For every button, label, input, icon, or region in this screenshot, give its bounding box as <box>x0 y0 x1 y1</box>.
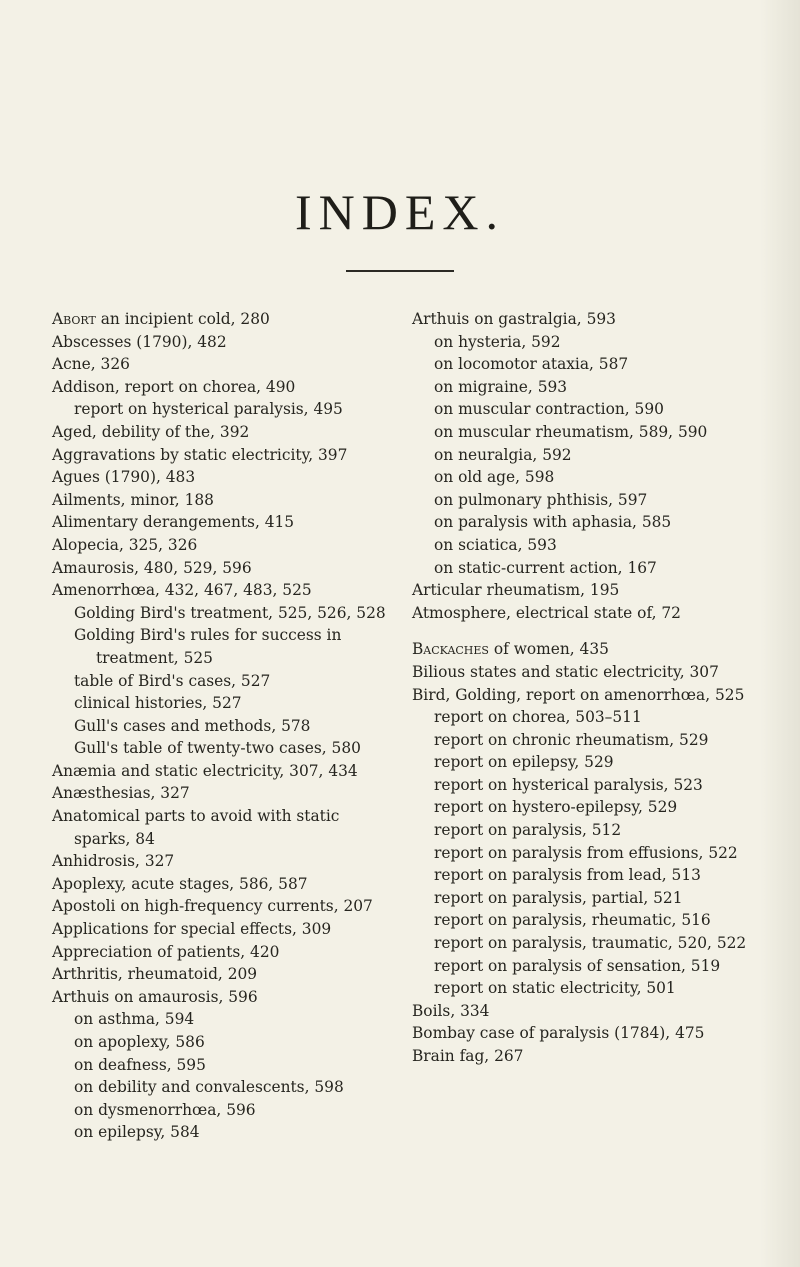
index-entry-text: on paralysis with aphasia, 585 <box>434 513 672 532</box>
index-entry-text: report on paralysis, 512 <box>434 821 622 840</box>
index-entry <box>412 308 752 331</box>
index-entry-text: Addison, report on chorea, 490 <box>52 377 296 396</box>
index-entry-text: Abscesses (1790), 482 <box>52 332 227 351</box>
index-entry-text: Golding Bird's treatment, 525, 526, 528 <box>74 603 386 622</box>
index-entry <box>52 579 392 602</box>
index-entry-text: Brain fag, 267 <box>412 1047 524 1065</box>
index-entry <box>52 963 392 986</box>
index-entry <box>412 1022 752 1045</box>
index-entry-text: on neuralgia, 592 <box>434 445 572 464</box>
index-entry-text: Acne, 326 <box>52 355 130 374</box>
index-entry <box>412 796 752 819</box>
index-entry-text: report on paralysis, rheumatic, 516 <box>434 911 711 930</box>
index-entry-text: Arthuis on amaurosis, 596 <box>52 987 258 1006</box>
index-entry <box>412 602 752 625</box>
index-entry-text: report on paralysis from effusions, 522 <box>434 843 738 862</box>
index-entry-text: clinical histories, 527 <box>74 694 242 713</box>
index-entry-text: report on static electricity, 501 <box>434 979 676 998</box>
index-entry <box>52 715 392 738</box>
index-entry <box>412 684 752 707</box>
index-entry-text: Alimentary derangements, 415 <box>52 513 295 532</box>
index-entry <box>52 534 392 557</box>
index-entry <box>412 557 752 580</box>
index-entry-text: Anæmia and static electricity, 307, 434 <box>52 761 358 780</box>
index-entry-text: Golding Bird's rules for success in treatment, 525 <box>74 626 342 667</box>
index-entry <box>412 932 752 955</box>
index-entry-text: Boils, 334 <box>412 1001 490 1020</box>
index-entry-text: on dysmenorrhœa, 596 <box>74 1100 256 1119</box>
index-entry <box>52 1076 392 1099</box>
index-entry-text: of women, 435 <box>488 640 609 659</box>
index-entry-text: Anæsthesias, 327 <box>52 784 190 803</box>
index-entry <box>412 1000 752 1023</box>
index-entry <box>412 729 752 752</box>
index-entry-text: Amenorrhœa, 432, 467, 483, 525 <box>52 581 312 600</box>
index-entry-text: on muscular rheumatism, 589, 590 <box>434 422 708 441</box>
index-entry <box>52 489 392 512</box>
index-entry <box>52 1121 392 1144</box>
index-entry-text: Articular rheumatism, 195 <box>412 581 620 600</box>
index-entry <box>52 760 392 783</box>
index-entry <box>52 398 392 421</box>
index-entry-text: on muscular contraction, 590 <box>434 400 664 419</box>
index-entry <box>412 444 752 467</box>
page-title: INDEX. <box>294 184 506 240</box>
index-entry <box>52 376 392 399</box>
index-entry <box>52 511 392 534</box>
index-column-left <box>52 308 392 1144</box>
index-entry <box>412 489 752 512</box>
index-entry <box>52 444 392 467</box>
index-entry <box>412 331 752 354</box>
index-entry-text: report on paralysis from lead, 513 <box>434 866 701 885</box>
index-entry <box>412 661 752 684</box>
index-entry-text: report on chronic rheumatism, 529 <box>434 730 709 749</box>
index-entry <box>52 986 392 1009</box>
index-entry <box>52 602 392 625</box>
index-entry <box>52 421 392 444</box>
index-entry <box>52 624 392 669</box>
index-entry <box>412 706 752 729</box>
index-entry-text: on epilepsy, 584 <box>74 1123 200 1142</box>
index-entry <box>412 638 752 661</box>
index-entry-text: Applications for special effects, 309 <box>52 920 332 939</box>
index-entry-text: report on hystero-epilepsy, 529 <box>434 798 678 817</box>
index-entry <box>412 977 752 1000</box>
index-entry-text: Aggravations by static electricity, 397 <box>52 445 348 464</box>
index-entry-text: on migraine, 593 <box>434 377 568 396</box>
index-entry <box>412 909 752 932</box>
index-entry <box>52 1054 392 1077</box>
index-entry-text: report on paralysis, traumatic, 520, 522 <box>434 934 747 953</box>
index-entry-text: report on epilepsy, 529 <box>434 753 614 772</box>
index-entry-text: report on paralysis of sensation, 519 <box>434 956 721 975</box>
index-entry-text: on pulmonary phthisis, 597 <box>434 490 648 509</box>
index-entry-text: on apoplexy, 586 <box>74 1033 205 1051</box>
index-entry <box>412 421 752 444</box>
index-entry <box>52 1099 392 1122</box>
index-entry <box>52 308 392 331</box>
index-entry <box>412 466 752 489</box>
index-entry-text: on hysteria, 592 <box>434 332 561 351</box>
index-entry-text: Apoplexy, acute stages, 586, 587 <box>52 874 308 893</box>
index-entry-text: on debility and convalescents, 598 <box>74 1078 344 1097</box>
page-edge-shadow <box>760 0 800 1267</box>
index-entry-text: table of Bird's cases, 527 <box>74 671 271 690</box>
index-entry <box>412 819 752 842</box>
index-entry <box>52 941 392 964</box>
index-entry <box>52 782 392 805</box>
index-entry <box>412 751 752 774</box>
index-entry <box>412 955 752 978</box>
index-entry-text: Aged, debility of the, 392 <box>52 422 250 441</box>
index-entry-lead: Abort <box>52 310 96 328</box>
index-entry <box>52 850 392 873</box>
index-entry <box>52 895 392 918</box>
index-entry <box>52 557 392 580</box>
index-entry-text: Gull's table of twenty-two cases, 580 <box>74 739 361 758</box>
index-entry-text: Anatomical parts to avoid with static sparks, 84 <box>52 807 340 848</box>
index-entry <box>412 579 752 602</box>
index-entry-text: an incipient cold, 280 <box>95 310 270 328</box>
index-entry-text: Alopecia, 325, 326 <box>52 535 198 554</box>
index-entry-text: report on paralysis, partial, 521 <box>434 888 683 907</box>
index-entry-text: Bilious states and static electricity, 307 <box>412 662 719 681</box>
index-entry-text: on static-current action, 167 <box>434 558 657 577</box>
index-entry-text: Bombay case of paralysis (1784), 475 <box>412 1024 705 1043</box>
index-column-right <box>412 308 752 1068</box>
index-entry <box>52 331 392 354</box>
index-entry <box>52 873 392 896</box>
index-entry-text: Arthritis, rheumatoid, 209 <box>52 965 258 984</box>
index-entry <box>52 918 392 941</box>
index-entry <box>52 1031 392 1054</box>
index-entry-text: Anhidrosis, 327 <box>52 852 175 871</box>
index-entry-text: Agues (1790), 483 <box>52 468 196 487</box>
index-entry-text: Ailments, minor, 188 <box>52 490 214 509</box>
index-entry-text: on old age, 598 <box>434 468 555 487</box>
index-entry <box>52 670 392 693</box>
index-entry-text: on locomotor ataxia, 587 <box>434 355 629 374</box>
index-entry-text: Gull's cases and methods, 578 <box>74 716 311 735</box>
index-entry <box>412 887 752 910</box>
index-entry-text: on sciatica, 593 <box>434 535 557 554</box>
index-entry-text: Appreciation of patients, 420 <box>52 942 280 961</box>
index-entry <box>412 511 752 534</box>
index-entry <box>52 737 392 760</box>
title-rule <box>346 270 454 272</box>
index-entry-text: on deafness, 595 <box>74 1055 206 1074</box>
index-entry <box>412 534 752 557</box>
index-entry <box>52 692 392 715</box>
index-entry <box>412 842 752 865</box>
index-entry <box>52 466 392 489</box>
index-entry-text: Apostoli on high-frequency currents, 207 <box>52 897 373 916</box>
index-entry-text: Amaurosis, 480, 529, 596 <box>52 558 252 577</box>
index-entry <box>52 353 392 376</box>
index-entry <box>412 774 752 797</box>
index-entry-text: Bird, Golding, report on amenorrhœa, 525 <box>412 685 745 704</box>
index-entry-lead: Backaches <box>412 640 489 659</box>
index-entry-text: Atmosphere, electrical state of, 72 <box>412 603 681 622</box>
index-entry <box>412 376 752 399</box>
index-entry <box>412 398 752 421</box>
index-entry-text: Arthuis on gastralgia, 593 <box>412 310 616 328</box>
index-entry-text: report on chorea, 503–511 <box>434 708 642 727</box>
index-entry-text: report on hysterical paralysis, 523 <box>434 775 703 794</box>
index-entry <box>412 353 752 376</box>
index-entry-text: on asthma, 594 <box>74 1010 195 1029</box>
index-entry <box>412 864 752 887</box>
index-entry <box>412 1045 752 1068</box>
index-entry-text: report on hysterical paralysis, 495 <box>74 400 343 419</box>
index-entry <box>52 805 392 850</box>
index-entry <box>52 1008 392 1031</box>
